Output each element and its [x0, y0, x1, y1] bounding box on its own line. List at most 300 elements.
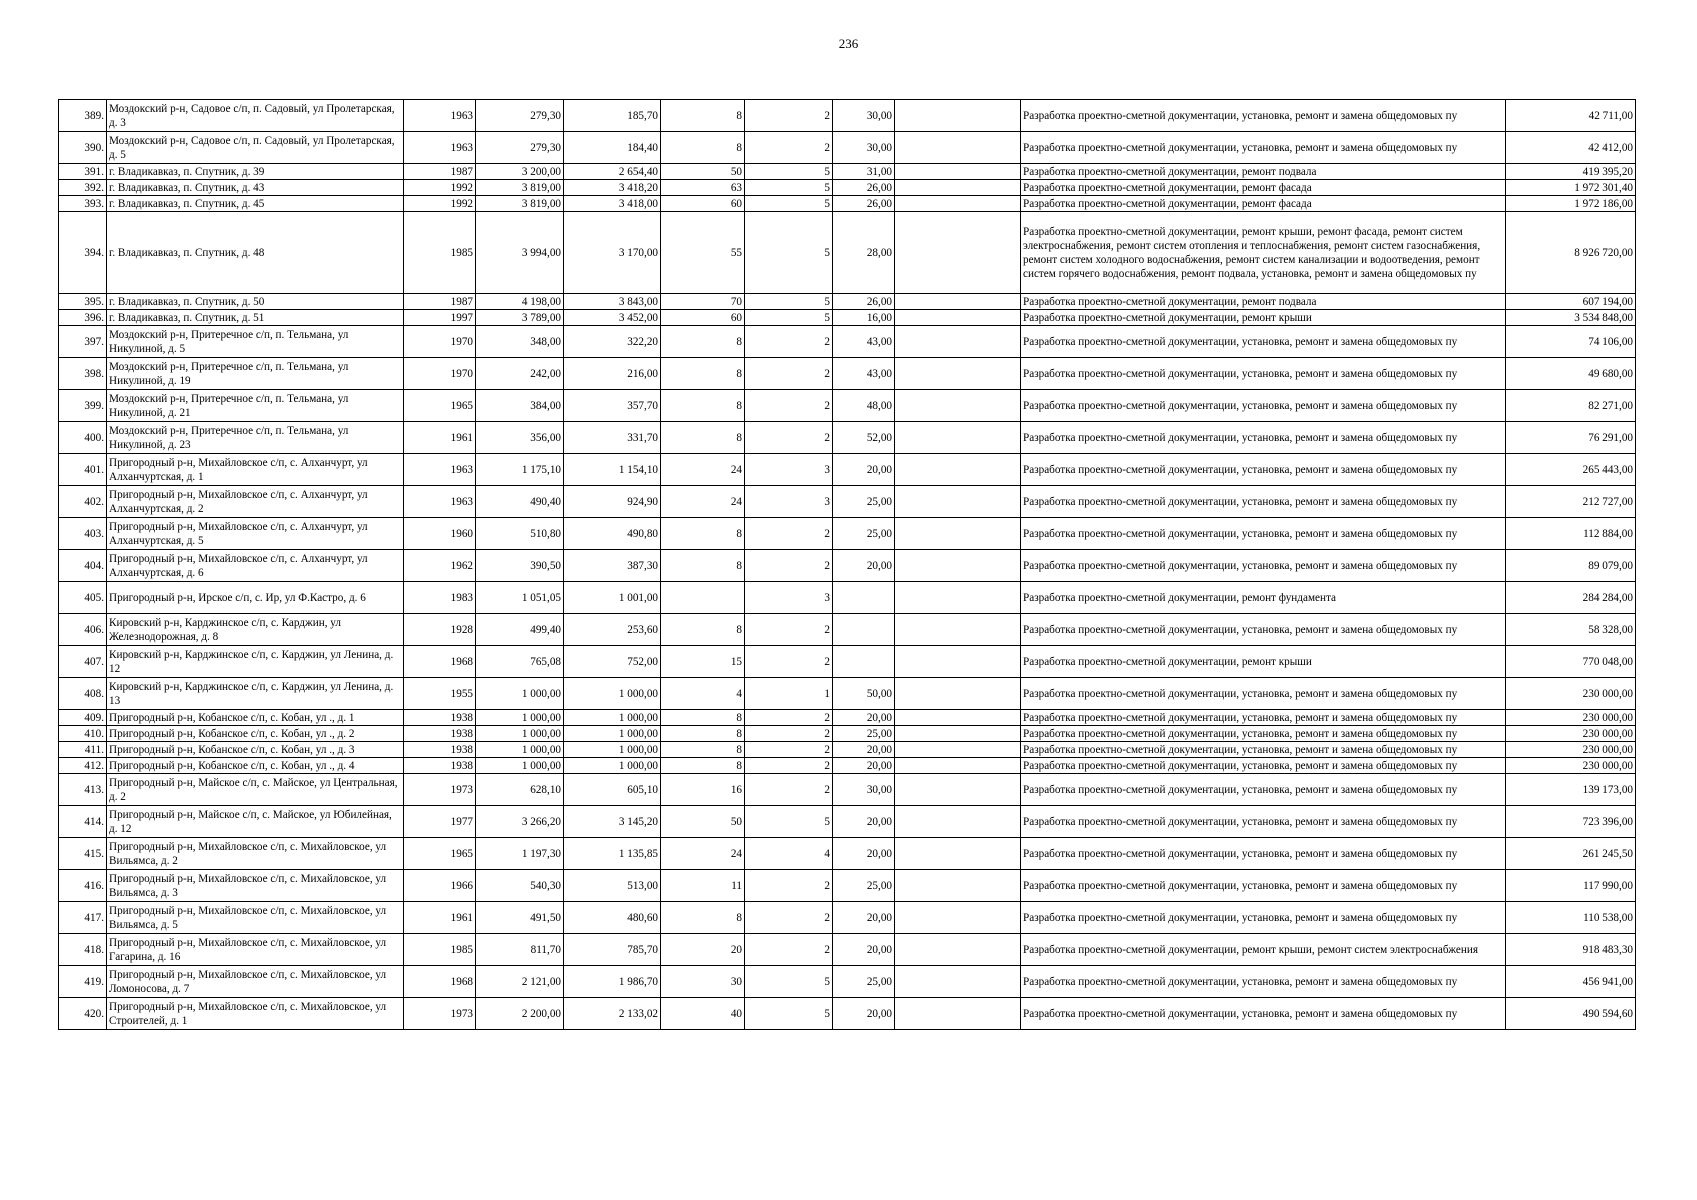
apartments-cell: 8 — [661, 902, 745, 934]
works-cell: Разработка проектно-сметной документации, установка, ремонт и замена общедомовых пу — [1021, 100, 1506, 132]
apartments-cell: 50 — [661, 164, 745, 180]
empty-cell — [895, 180, 1021, 196]
address-cell: Пригородный р-н, Михайловское с/п, с. Михайловское, ул Строителей, д. 1 — [107, 998, 404, 1030]
wear-cell: 25,00 — [833, 966, 895, 998]
works-cell: Разработка проектно-сметной документации, ремонт крыши, ремонт фасада, ремонт систем электроснабжения, ремонт систем отопления и теплоснабжения, ремонт систем газоснабжения, ремонт систем холодного водоснабжения, ремонт систем канализации и водоотведения, ремонт систем горячего водоснабжения, ремонт подвала, установка, ремонт и замена общедомовых пу — [1021, 212, 1506, 294]
cost-cell: 230 000,00 — [1506, 726, 1636, 742]
total-area-cell: 2 121,00 — [476, 966, 564, 998]
year-cell: 1973 — [404, 774, 476, 806]
floors-cell: 1 — [745, 678, 833, 710]
empty-cell — [895, 550, 1021, 582]
living-area-cell: 924,90 — [564, 486, 661, 518]
total-area-cell: 3 266,20 — [476, 806, 564, 838]
works-cell: Разработка проектно-сметной документации, установка, ремонт и замена общедомовых пу — [1021, 358, 1506, 390]
row-number: 393. — [59, 196, 107, 212]
row-number: 414. — [59, 806, 107, 838]
row-number: 401. — [59, 454, 107, 486]
row-number: 412. — [59, 758, 107, 774]
table-row — [59, 486, 1636, 518]
total-area-cell: 1 000,00 — [476, 678, 564, 710]
table-row — [59, 934, 1636, 966]
total-area-cell: 3 200,00 — [476, 164, 564, 180]
works-cell: Разработка проектно-сметной документации, установка, ремонт и замена общедомовых пу — [1021, 870, 1506, 902]
floors-cell: 5 — [745, 180, 833, 196]
apartments-cell: 55 — [661, 212, 745, 294]
year-cell: 1966 — [404, 870, 476, 902]
works-cell: Разработка проектно-сметной документации, установка, ремонт и замена общедомовых пу — [1021, 758, 1506, 774]
living-area-cell: 480,60 — [564, 902, 661, 934]
address-cell: Пригородный р-н, Кобанское с/п, с. Кобан, ул ., д. 3 — [107, 742, 404, 758]
living-area-cell: 216,00 — [564, 358, 661, 390]
wear-cell: 52,00 — [833, 422, 895, 454]
table-row — [59, 998, 1636, 1030]
total-area-cell: 356,00 — [476, 422, 564, 454]
cost-cell: 1 972 186,00 — [1506, 196, 1636, 212]
works-cell: Разработка проектно-сметной документации, установка, ремонт и замена общедомовых пу — [1021, 422, 1506, 454]
works-cell: Разработка проектно-сметной документации, установка, ремонт и замена общедомовых пу — [1021, 774, 1506, 806]
address-cell: г. Владикавказ, п. Спутник, д. 51 — [107, 310, 404, 326]
year-cell: 1938 — [404, 710, 476, 726]
row-number: 408. — [59, 678, 107, 710]
floors-cell: 2 — [745, 132, 833, 164]
row-number: 406. — [59, 614, 107, 646]
empty-cell — [895, 326, 1021, 358]
floors-cell: 2 — [745, 774, 833, 806]
empty-cell — [895, 310, 1021, 326]
apartments-cell: 8 — [661, 358, 745, 390]
address-cell: г. Владикавказ, п. Спутник, д. 45 — [107, 196, 404, 212]
repair-program-table — [58, 99, 1636, 1030]
living-area-cell: 785,70 — [564, 934, 661, 966]
cost-cell: 110 538,00 — [1506, 902, 1636, 934]
apartments-cell: 8 — [661, 326, 745, 358]
row-number: 416. — [59, 870, 107, 902]
works-cell: Разработка проектно-сметной документации, ремонт крыши, ремонт систем электроснабжения — [1021, 934, 1506, 966]
total-area-cell: 1 000,00 — [476, 726, 564, 742]
address-cell: Пригородный р-н, Ирское с/п, с. Ир, ул Ф.Кастро, д. 6 — [107, 582, 404, 614]
living-area-cell: 322,20 — [564, 326, 661, 358]
cost-cell: 89 079,00 — [1506, 550, 1636, 582]
empty-cell — [895, 582, 1021, 614]
empty-cell — [895, 726, 1021, 742]
row-number: 390. — [59, 132, 107, 164]
floors-cell: 2 — [745, 758, 833, 774]
row-number: 394. — [59, 212, 107, 294]
row-number: 410. — [59, 726, 107, 742]
address-cell: Пригородный р-н, Михайловское с/п, с. Алханчурт, ул Алханчуртская, д. 6 — [107, 550, 404, 582]
living-area-cell: 2 133,02 — [564, 998, 661, 1030]
total-area-cell: 390,50 — [476, 550, 564, 582]
living-area-cell: 752,00 — [564, 646, 661, 678]
total-area-cell: 540,30 — [476, 870, 564, 902]
cost-cell: 918 483,30 — [1506, 934, 1636, 966]
apartments-cell: 15 — [661, 646, 745, 678]
empty-cell — [895, 710, 1021, 726]
cost-cell: 607 194,00 — [1506, 294, 1636, 310]
total-area-cell: 4 198,00 — [476, 294, 564, 310]
empty-cell — [895, 358, 1021, 390]
row-number: 405. — [59, 582, 107, 614]
wear-cell: 20,00 — [833, 998, 895, 1030]
wear-cell: 50,00 — [833, 678, 895, 710]
empty-cell — [895, 614, 1021, 646]
cost-cell: 42 711,00 — [1506, 100, 1636, 132]
total-area-cell: 1 197,30 — [476, 838, 564, 870]
floors-cell: 2 — [745, 870, 833, 902]
empty-cell — [895, 838, 1021, 870]
year-cell: 1992 — [404, 196, 476, 212]
page-number: 236 — [838, 36, 859, 51]
total-area-cell: 3 819,00 — [476, 196, 564, 212]
living-area-cell: 3 145,20 — [564, 806, 661, 838]
cost-cell: 419 395,20 — [1506, 164, 1636, 180]
cost-cell: 8 926 720,00 — [1506, 212, 1636, 294]
living-area-cell: 1 135,85 — [564, 838, 661, 870]
wear-cell: 30,00 — [833, 132, 895, 164]
wear-cell: 20,00 — [833, 742, 895, 758]
works-cell: Разработка проектно-сметной документации, установка, ремонт и замена общедомовых пу — [1021, 550, 1506, 582]
works-cell: Разработка проектно-сметной документации, установка, ремонт и замена общедомовых пу — [1021, 132, 1506, 164]
table-row — [59, 742, 1636, 758]
empty-cell — [895, 212, 1021, 294]
table-row — [59, 838, 1636, 870]
total-area-cell: 765,08 — [476, 646, 564, 678]
year-cell: 1985 — [404, 934, 476, 966]
row-number: 418. — [59, 934, 107, 966]
row-number: 400. — [59, 422, 107, 454]
row-number: 398. — [59, 358, 107, 390]
living-area-cell: 1 000,00 — [564, 726, 661, 742]
cost-cell: 212 727,00 — [1506, 486, 1636, 518]
living-area-cell: 490,80 — [564, 518, 661, 550]
floors-cell: 2 — [745, 902, 833, 934]
wear-cell: 43,00 — [833, 326, 895, 358]
address-cell: Пригородный р-н, Михайловское с/п, с. Михайловское, ул Вильямса, д. 2 — [107, 838, 404, 870]
table-row — [59, 454, 1636, 486]
total-area-cell: 1 175,10 — [476, 454, 564, 486]
works-cell: Разработка проектно-сметной документации, установка, ремонт и замена общедомовых пу — [1021, 726, 1506, 742]
apartments-cell: 8 — [661, 726, 745, 742]
floors-cell: 3 — [745, 454, 833, 486]
empty-cell — [895, 486, 1021, 518]
cost-cell: 261 245,50 — [1506, 838, 1636, 870]
total-area-cell: 348,00 — [476, 326, 564, 358]
year-cell: 1961 — [404, 422, 476, 454]
table-row — [59, 726, 1636, 742]
apartments-cell: 8 — [661, 390, 745, 422]
works-cell: Разработка проектно-сметной документации, установка, ремонт и замена общедомовых пу — [1021, 742, 1506, 758]
row-number: 409. — [59, 710, 107, 726]
apartments-cell: 24 — [661, 838, 745, 870]
year-cell: 1963 — [404, 454, 476, 486]
works-cell: Разработка проектно-сметной документации, установка, ремонт и замена общедомовых пу — [1021, 966, 1506, 998]
floors-cell: 2 — [745, 710, 833, 726]
empty-cell — [895, 132, 1021, 164]
table-row — [59, 100, 1636, 132]
table-row — [59, 164, 1636, 180]
address-cell: Кировский р-н, Карджинское с/п, с. Карджин, ул Ленина, д. 12 — [107, 646, 404, 678]
apartments-cell: 11 — [661, 870, 745, 902]
floors-cell: 2 — [745, 518, 833, 550]
living-area-cell: 357,70 — [564, 390, 661, 422]
table-row — [59, 132, 1636, 164]
apartments-cell: 60 — [661, 310, 745, 326]
floors-cell: 2 — [745, 726, 833, 742]
empty-cell — [895, 966, 1021, 998]
floors-cell: 3 — [745, 486, 833, 518]
works-cell: Разработка проектно-сметной документации, ремонт фасада — [1021, 180, 1506, 196]
wear-cell: 30,00 — [833, 100, 895, 132]
cost-cell: 1 972 301,40 — [1506, 180, 1636, 196]
works-cell: Разработка проектно-сметной документации, установка, ремонт и замена общедомовых пу — [1021, 614, 1506, 646]
apartments-cell: 8 — [661, 100, 745, 132]
row-number: 420. — [59, 998, 107, 1030]
address-cell: г. Владикавказ, п. Спутник, д. 43 — [107, 180, 404, 196]
wear-cell: 26,00 — [833, 180, 895, 196]
total-area-cell: 1 051,05 — [476, 582, 564, 614]
year-cell: 1965 — [404, 838, 476, 870]
floors-cell: 5 — [745, 294, 833, 310]
wear-cell: 43,00 — [833, 358, 895, 390]
wear-cell: 25,00 — [833, 870, 895, 902]
wear-cell: 20,00 — [833, 710, 895, 726]
total-area-cell: 510,80 — [476, 518, 564, 550]
address-cell: Пригородный р-н, Михайловское с/п, с. Михайловское, ул Вильямса, д. 5 — [107, 902, 404, 934]
year-cell: 1987 — [404, 164, 476, 180]
wear-cell: 26,00 — [833, 294, 895, 310]
total-area-cell: 491,50 — [476, 902, 564, 934]
living-area-cell: 1 154,10 — [564, 454, 661, 486]
floors-cell: 2 — [745, 390, 833, 422]
cost-cell: 490 594,60 — [1506, 998, 1636, 1030]
wear-cell: 28,00 — [833, 212, 895, 294]
floors-cell: 5 — [745, 310, 833, 326]
floors-cell: 5 — [745, 196, 833, 212]
living-area-cell: 3 170,00 — [564, 212, 661, 294]
wear-cell: 48,00 — [833, 390, 895, 422]
year-cell: 1963 — [404, 100, 476, 132]
works-cell: Разработка проектно-сметной документации, ремонт подвала — [1021, 164, 1506, 180]
empty-cell — [895, 998, 1021, 1030]
apartments-cell: 8 — [661, 614, 745, 646]
address-cell: Пригородный р-н, Михайловское с/п, с. Алханчурт, ул Алханчуртская, д. 2 — [107, 486, 404, 518]
floors-cell: 5 — [745, 212, 833, 294]
wear-cell: 20,00 — [833, 934, 895, 966]
wear-cell: 20,00 — [833, 550, 895, 582]
works-cell: Разработка проектно-сметной документации, установка, ремонт и замена общедомовых пу — [1021, 326, 1506, 358]
address-cell: Кировский р-н, Карджинское с/п, с. Карджин, ул Ленина, д. 13 — [107, 678, 404, 710]
cost-cell: 230 000,00 — [1506, 678, 1636, 710]
year-cell: 1968 — [404, 646, 476, 678]
total-area-cell: 1 000,00 — [476, 710, 564, 726]
living-area-cell: 1 986,70 — [564, 966, 661, 998]
total-area-cell: 279,30 — [476, 100, 564, 132]
address-cell: Моздокский р-н, Притеречное с/п, п. Тельмана, ул Никулиной, д. 19 — [107, 358, 404, 390]
empty-cell — [895, 646, 1021, 678]
living-area-cell: 184,40 — [564, 132, 661, 164]
works-cell: Разработка проектно-сметной документации, установка, ремонт и замена общедомовых пу — [1021, 710, 1506, 726]
total-area-cell: 3 994,00 — [476, 212, 564, 294]
living-area-cell: 3 452,00 — [564, 310, 661, 326]
floors-cell: 2 — [745, 422, 833, 454]
address-cell: Пригородный р-н, Михайловское с/п, с. Михайловское, ул Гагарина, д. 16 — [107, 934, 404, 966]
works-cell: Разработка проектно-сметной документации, ремонт фундамента — [1021, 582, 1506, 614]
works-cell: Разработка проектно-сметной документации, ремонт крыши — [1021, 646, 1506, 678]
wear-cell: 31,00 — [833, 164, 895, 180]
works-cell: Разработка проектно-сметной документации, установка, ремонт и замена общедомовых пу — [1021, 518, 1506, 550]
total-area-cell: 490,40 — [476, 486, 564, 518]
wear-cell: 26,00 — [833, 196, 895, 212]
row-number: 417. — [59, 902, 107, 934]
cost-cell: 74 106,00 — [1506, 326, 1636, 358]
wear-cell: 25,00 — [833, 518, 895, 550]
works-cell: Разработка проектно-сметной документации, установка, ремонт и замена общедомовых пу — [1021, 678, 1506, 710]
works-cell: Разработка проектно-сметной документации, установка, ремонт и замена общедомовых пу — [1021, 806, 1506, 838]
address-cell: Моздокский р-н, Садовое с/п, п. Садовый, ул Пролетарская, д. 5 — [107, 132, 404, 164]
year-cell: 1963 — [404, 486, 476, 518]
year-cell: 1997 — [404, 310, 476, 326]
empty-cell — [895, 870, 1021, 902]
floors-cell: 5 — [745, 806, 833, 838]
table-row — [59, 550, 1636, 582]
cost-cell: 230 000,00 — [1506, 742, 1636, 758]
row-number: 395. — [59, 294, 107, 310]
apartments-cell: 30 — [661, 966, 745, 998]
table-row — [59, 646, 1636, 678]
address-cell: г. Владикавказ, п. Спутник, д. 50 — [107, 294, 404, 310]
works-cell: Разработка проектно-сметной документации, установка, ремонт и замена общедомовых пу — [1021, 838, 1506, 870]
table-row — [59, 518, 1636, 550]
address-cell: Моздокский р-н, Притеречное с/п, п. Тельмана, ул Никулиной, д. 21 — [107, 390, 404, 422]
works-cell: Разработка проектно-сметной документации, установка, ремонт и замена общедомовых пу — [1021, 902, 1506, 934]
cost-cell: 456 941,00 — [1506, 966, 1636, 998]
empty-cell — [895, 902, 1021, 934]
living-area-cell: 1 000,00 — [564, 710, 661, 726]
table-row — [59, 390, 1636, 422]
address-cell: Пригородный р-н, Михайловское с/п, с. Михайловское, ул Ломоносова, д. 7 — [107, 966, 404, 998]
table-row — [59, 806, 1636, 838]
floors-cell: 2 — [745, 358, 833, 390]
living-area-cell: 3 418,20 — [564, 180, 661, 196]
table-row — [59, 902, 1636, 934]
works-cell: Разработка проектно-сметной документации, установка, ремонт и замена общедомовых пу — [1021, 998, 1506, 1030]
living-area-cell: 1 001,00 — [564, 582, 661, 614]
address-cell: Моздокский р-н, Садовое с/п, п. Садовый, ул Пролетарская, д. 3 — [107, 100, 404, 132]
table-row — [59, 966, 1636, 998]
table-row — [59, 180, 1636, 196]
table-row — [59, 422, 1636, 454]
cost-cell: 230 000,00 — [1506, 710, 1636, 726]
living-area-cell: 3 418,00 — [564, 196, 661, 212]
empty-cell — [895, 518, 1021, 550]
total-area-cell: 811,70 — [476, 934, 564, 966]
empty-cell — [895, 294, 1021, 310]
works-cell: Разработка проектно-сметной документации, установка, ремонт и замена общедомовых пу — [1021, 454, 1506, 486]
table-row — [59, 614, 1636, 646]
table-row — [59, 774, 1636, 806]
living-area-cell: 185,70 — [564, 100, 661, 132]
living-area-cell: 1 000,00 — [564, 758, 661, 774]
works-cell: Разработка проектно-сметной документации, установка, ремонт и замена общедомовых пу — [1021, 390, 1506, 422]
floors-cell: 2 — [745, 100, 833, 132]
floors-cell: 2 — [745, 326, 833, 358]
wear-cell: 25,00 — [833, 486, 895, 518]
empty-cell — [895, 454, 1021, 486]
year-cell: 1987 — [404, 294, 476, 310]
apartments-cell: 8 — [661, 422, 745, 454]
wear-cell: 25,00 — [833, 726, 895, 742]
address-cell: Пригородный р-н, Михайловское с/п, с. Алханчурт, ул Алханчуртская, д. 5 — [107, 518, 404, 550]
cost-cell: 3 534 848,00 — [1506, 310, 1636, 326]
row-number: 389. — [59, 100, 107, 132]
table-row — [59, 758, 1636, 774]
wear-cell — [833, 614, 895, 646]
wear-cell: 20,00 — [833, 838, 895, 870]
row-number: 413. — [59, 774, 107, 806]
cost-cell: 58 328,00 — [1506, 614, 1636, 646]
apartments-cell: 16 — [661, 774, 745, 806]
apartments-cell: 8 — [661, 132, 745, 164]
cost-cell: 112 884,00 — [1506, 518, 1636, 550]
row-number: 402. — [59, 486, 107, 518]
year-cell: 1985 — [404, 212, 476, 294]
cost-cell: 49 680,00 — [1506, 358, 1636, 390]
year-cell: 1968 — [404, 966, 476, 998]
wear-cell: 20,00 — [833, 758, 895, 774]
apartments-cell: 70 — [661, 294, 745, 310]
works-cell: Разработка проектно-сметной документации, ремонт крыши — [1021, 310, 1506, 326]
total-area-cell: 1 000,00 — [476, 742, 564, 758]
apartments-cell: 24 — [661, 454, 745, 486]
table-row — [59, 196, 1636, 212]
row-number: 403. — [59, 518, 107, 550]
living-area-cell: 331,70 — [564, 422, 661, 454]
cost-cell: 139 173,00 — [1506, 774, 1636, 806]
year-cell: 1973 — [404, 998, 476, 1030]
row-number: 415. — [59, 838, 107, 870]
table-row — [59, 582, 1636, 614]
wear-cell: 20,00 — [833, 806, 895, 838]
year-cell: 1928 — [404, 614, 476, 646]
year-cell: 1961 — [404, 902, 476, 934]
cost-cell: 42 412,00 — [1506, 132, 1636, 164]
cost-cell: 76 291,00 — [1506, 422, 1636, 454]
living-area-cell: 2 654,40 — [564, 164, 661, 180]
address-cell: Пригородный р-н, Михайловское с/п, с. Михайловское, ул Вильямса, д. 3 — [107, 870, 404, 902]
address-cell: Моздокский р-н, Притеречное с/п, п. Тельмана, ул Никулиной, д. 5 — [107, 326, 404, 358]
empty-cell — [895, 742, 1021, 758]
row-number: 391. — [59, 164, 107, 180]
table-row — [59, 678, 1636, 710]
apartments-cell: 8 — [661, 742, 745, 758]
empty-cell — [895, 678, 1021, 710]
floors-cell: 2 — [745, 550, 833, 582]
address-cell: Пригородный р-н, Кобанское с/п, с. Кобан, ул ., д. 2 — [107, 726, 404, 742]
apartments-cell: 24 — [661, 486, 745, 518]
table-body — [59, 100, 1636, 1030]
total-area-cell: 242,00 — [476, 358, 564, 390]
address-cell: Моздокский р-н, Притеречное с/п, п. Тельмана, ул Никулиной, д. 23 — [107, 422, 404, 454]
apartments-cell: 8 — [661, 550, 745, 582]
empty-cell — [895, 806, 1021, 838]
total-area-cell: 3 789,00 — [476, 310, 564, 326]
address-cell: г. Владикавказ, п. Спутник, д. 39 — [107, 164, 404, 180]
year-cell: 1962 — [404, 550, 476, 582]
year-cell: 1970 — [404, 326, 476, 358]
year-cell: 1963 — [404, 132, 476, 164]
apartments-cell: 8 — [661, 518, 745, 550]
works-cell: Разработка проектно-сметной документации, ремонт фасада — [1021, 196, 1506, 212]
